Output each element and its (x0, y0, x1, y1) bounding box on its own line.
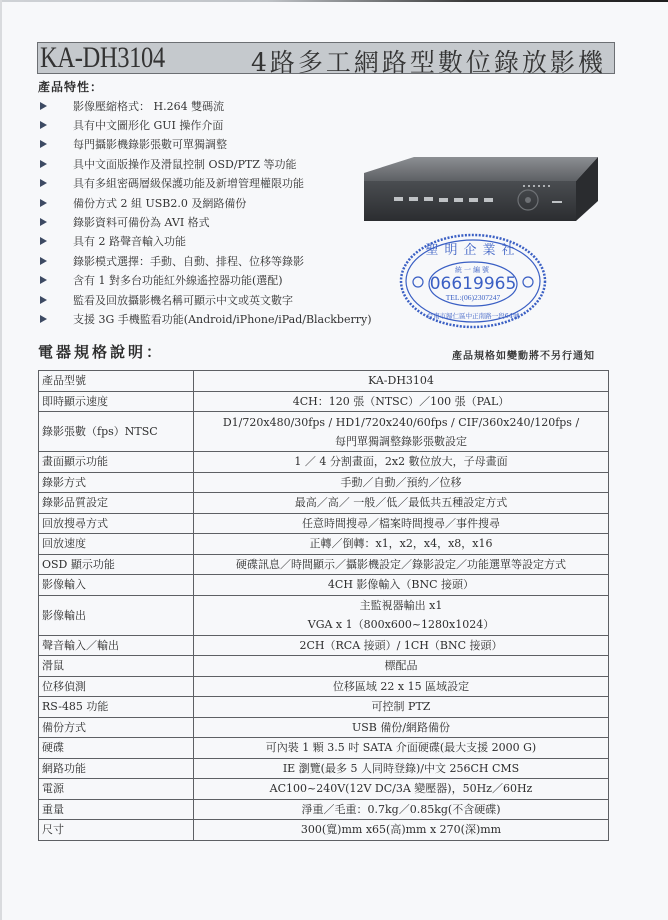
spec-key: OSD 顯示功能 (39, 554, 194, 575)
spec-value: 位移區域 22 x 15 區域設定 (194, 676, 609, 697)
triangle-bullet-icon (40, 257, 47, 265)
spec-value: 主監視器輸出 x1 VGA x 1（800x600~1280x1024） (194, 595, 609, 635)
specs-heading: 電器規格說明： (38, 343, 165, 361)
feature-item: 錄影模式選擇：手動、自動、排程、位移等錄影 (38, 251, 372, 270)
spec-value: 最高／高／ 一般／低／最低共五種設定方式 (194, 493, 609, 514)
triangle-bullet-icon (40, 121, 47, 129)
table-row (39, 738, 609, 759)
table-row (39, 717, 609, 738)
table-row (39, 534, 609, 555)
table-row (39, 575, 609, 596)
spec-key: 備份方式 (39, 717, 194, 738)
feature-item: 支援 3G 手機監看功能(Android/iPhone/iPad/Blackberry) (38, 309, 372, 328)
table-row (39, 513, 609, 534)
spec-value: 可控制 PTZ (194, 697, 609, 718)
table-row (39, 554, 609, 575)
svg-text:聖明企業社: 聖明企業社 (425, 243, 521, 258)
spec-key: 聲音輸入／輸出 (39, 635, 194, 656)
triangle-bullet-icon (40, 199, 47, 207)
table-row (39, 697, 609, 718)
spec-key: 回放速度 (39, 534, 194, 555)
scan-left-edge (0, 0, 2, 920)
feature-item: 具中文面版操作及滑鼠控制 OSD/PTZ 等功能 (38, 154, 372, 173)
spec-key: 尺寸 (39, 820, 194, 841)
feature-item: 具有多組密碼層級保護功能及新增管理權限功能 (38, 174, 372, 193)
spec-value: IE 瀏覽(最多 5 人同時登錄)/中文 256CH CMS (194, 758, 609, 779)
spec-key: 即時顯示速度 (39, 391, 194, 412)
scan-top-edge (0, 0, 668, 2)
feature-item: 具有中文圖形化 GUI 操作介面 (38, 115, 372, 134)
spec-value: 4CH 影像輸入（BNC 接頭） (194, 575, 609, 596)
spec-key: 硬碟 (39, 738, 194, 759)
product-name: 4路多工網路型數位錄放影機 (251, 48, 606, 77)
spec-key: 位移偵測 (39, 676, 194, 697)
spec-value: KA-DH3104 (194, 371, 609, 392)
spec-value: 300(寬)mm x65(高)mm x 270(深)mm (194, 820, 609, 841)
triangle-bullet-icon (40, 296, 47, 304)
table-row (39, 595, 609, 635)
spec-key: 錄影張數（fps）NTSC (39, 412, 194, 452)
spec-value: 4CH：120 張（NTSC）／100 張（PAL） (194, 391, 609, 412)
feature-item: 監看及回放攝影機名稱可顯示中文或英文數字 (38, 290, 372, 309)
spec-value: D1/720x480/30fps / HD1/720x240/60fps / CIF/360x240/120fps / 每門單獨調整錄影張數設定 (194, 412, 609, 452)
spec-key: 重量 (39, 799, 194, 820)
spec-key: 滑鼠 (39, 656, 194, 677)
feature-item: 錄影資料可備份為 AVI 格式 (38, 212, 372, 231)
table-row (39, 635, 609, 656)
table-row (39, 820, 609, 841)
triangle-bullet-icon (40, 140, 47, 148)
feature-item: 含有 1 對多台功能紅外線遙控器功能(選配) (38, 271, 372, 290)
spec-key: 影像輸出 (39, 595, 194, 635)
features-heading: 產品特性： (38, 80, 104, 94)
svg-text:台南市歸仁區中正南路一段64號: 台南市歸仁區中正南路一段64號 (426, 312, 520, 320)
model-number: KA-DH3104 (40, 41, 165, 74)
table-row (39, 758, 609, 779)
table-row (39, 452, 609, 473)
company-stamp (398, 232, 548, 330)
spec-value: 可內裝 1 顆 3.5 吋 SATA 介面硬碟(最大支援 2000 G) (194, 738, 609, 759)
triangle-bullet-icon (40, 276, 47, 284)
spec-value: 淨重／毛重：0.7kg／0.85kg(不含硬碟) (194, 799, 609, 820)
spec-value: 硬碟訊息／時間顯示／攝影機設定／錄影設定／功能選單等設定方式 (194, 554, 609, 575)
table-row (39, 412, 609, 452)
dvr-product-image (362, 155, 600, 227)
spec-value: 1 ／ 4 分割畫面，2x2 數位放大，子母畫面 (194, 452, 609, 473)
spec-value: 手動／自動／預約／位移 (194, 472, 609, 493)
spec-table (38, 370, 609, 841)
spec-value: AC100~240V(12V DC/3A 變壓器)，50Hz／60Hz (194, 779, 609, 800)
svg-text:統一編號: 統一編號 (455, 266, 491, 274)
spec-value: 2CH（RCA 接頭）/ 1CH（BNC 接頭） (194, 635, 609, 656)
feature-item: 具有 2 路聲音輸入功能 (38, 232, 372, 251)
svg-text:TEL:(06)2307247: TEL:(06)2307247 (445, 293, 501, 302)
table-row (39, 799, 609, 820)
spec-key: 回放搜尋方式 (39, 513, 194, 534)
table-row (39, 391, 609, 412)
triangle-bullet-icon (40, 218, 47, 226)
triangle-bullet-icon (40, 315, 47, 323)
spec-value: USB 備份/網路備份 (194, 717, 609, 738)
feature-item: 每門攝影機錄影張數可單獨調整 (38, 135, 372, 154)
spec-value: 標配品 (194, 656, 609, 677)
feature-item: 備份方式 2 組 USB2.0 及網路備份 (38, 193, 372, 212)
spec-key: 錄影方式 (39, 472, 194, 493)
triangle-bullet-icon (40, 237, 47, 245)
spec-key: 電源 (39, 779, 194, 800)
triangle-bullet-icon (40, 102, 47, 110)
spec-key: 產品型號 (39, 371, 194, 392)
triangle-bullet-icon (40, 160, 47, 168)
table-row (39, 656, 609, 677)
table-row (39, 676, 609, 697)
spec-key: RS-485 功能 (39, 697, 194, 718)
spec-value: 任意時間搜尋／檔案時間搜尋／事件搜尋 (194, 513, 609, 534)
spec-key: 錄影品質設定 (39, 493, 194, 514)
table-row (39, 371, 609, 392)
svg-text:06619965: 06619965 (429, 274, 517, 294)
spec-key: 影像輸入 (39, 575, 194, 596)
table-row (39, 472, 609, 493)
table-row (39, 779, 609, 800)
spec-key: 畫面顯示功能 (39, 452, 194, 473)
spec-value: 正轉／倒轉：x1，x2，x4，x8，x16 (194, 534, 609, 555)
spec-key: 網路功能 (39, 758, 194, 779)
feature-item: 影像壓縮格式： H.264 雙碼流 (38, 96, 372, 115)
table-row (39, 493, 609, 514)
change-notice: 產品規格如變動將不另行通知 (452, 351, 595, 362)
feature-list (38, 96, 372, 329)
triangle-bullet-icon (40, 179, 47, 187)
title-banner (37, 41, 615, 77)
